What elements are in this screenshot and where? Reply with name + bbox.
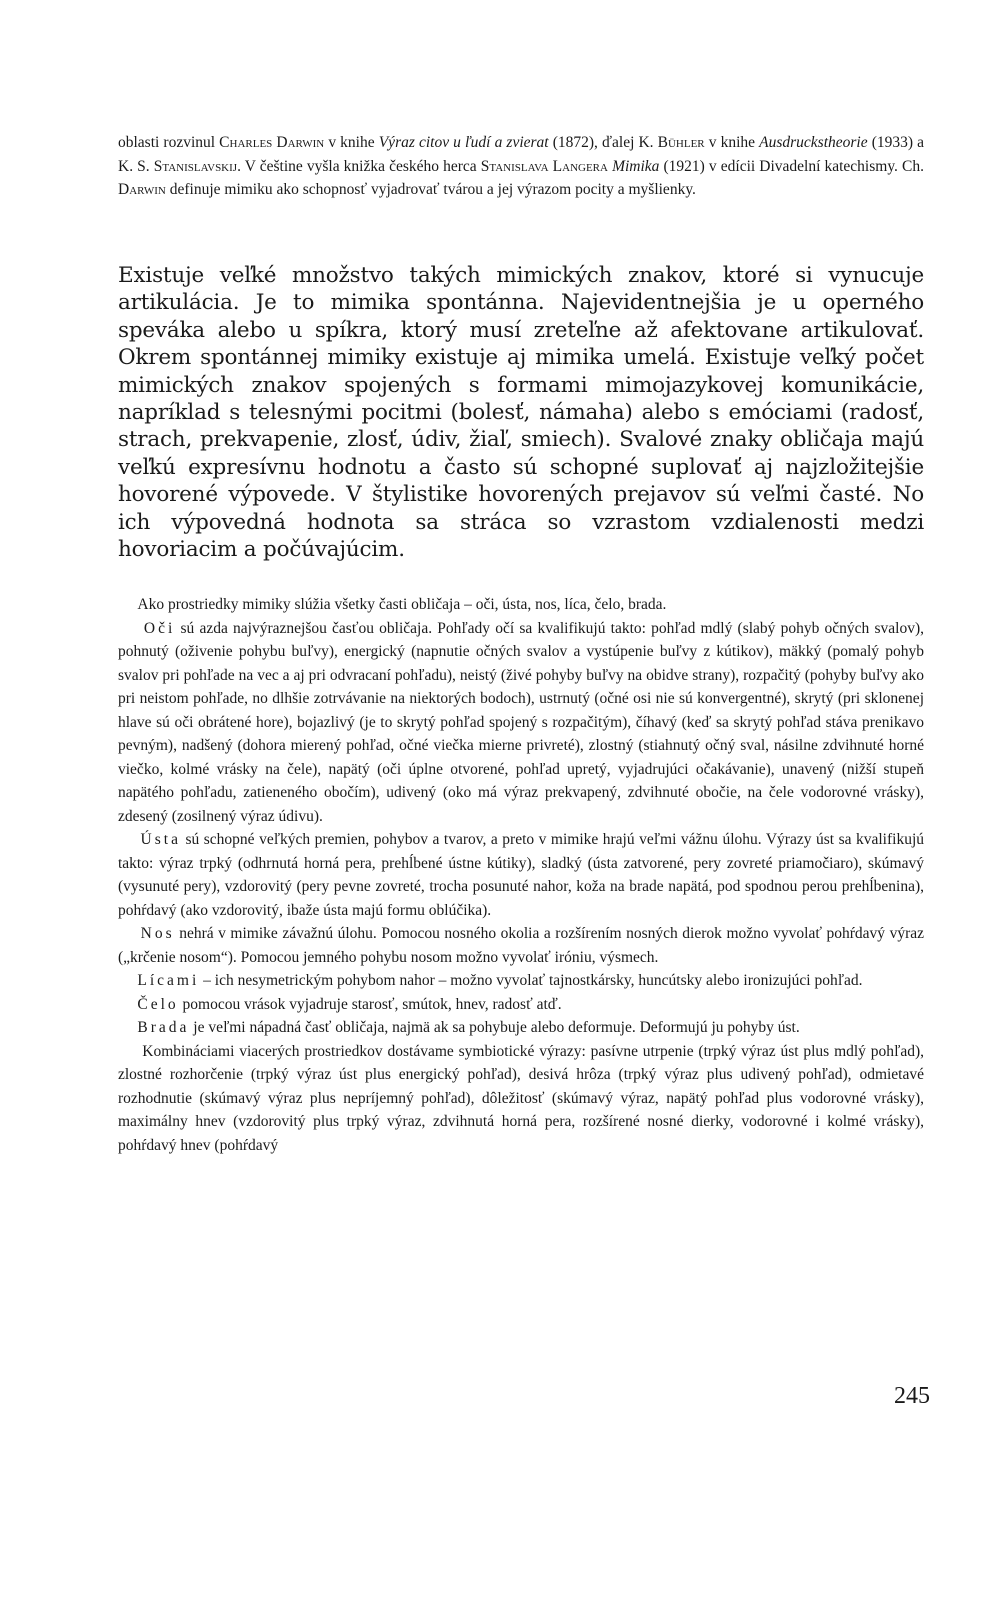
intro-text: (1921) v edícii Divadelní katechismy. Ch. (659, 157, 924, 175)
author-name: Charles Darwin (219, 134, 325, 151)
intro-text: (1872), ďalej K. (548, 134, 658, 151)
intro-paragraph (118, 131, 924, 202)
paragraph-text: sú schopné veľkých premien, pohybov a tvarov, a preto v mimike hrajú veľmi vážnu úlohu. Výrazy úst sa kvalifikujú takto: výraz trpký (odhrnutá horná pera, prehĺbené ústne kútiky), sladký (ústa zatvorené, pery zovreté priamočiaro), skúmavý (vysunuté pery), vzdorovitý (pery pevne zovreté, trocha posunuté nahor, koža na brade napätá, pod spodnou perou prehĺbenina), pohŕdavý (ako vzdorovitý, ibaže ústa majú formu oblúčika). (118, 831, 925, 919)
book-title: Ausdruckstheorie (759, 134, 868, 151)
paragraph-text: Ako prostriedky mimiky slúžia všetky časti obličaja – oči, ústa, nos, líca, čelo, brada. (137, 596, 667, 613)
author-name: Stanislava Langera (480, 157, 608, 175)
paragraph-forehead (118, 993, 924, 1017)
paragraph-text: Kombináciami viacerých prostriedkov dostávame symbiotické výrazy: pasívne utrpenie (trpký výraz úst plus mdlý pohľad), zlostné rozhorčenie (trpký výraz úst plus energický pohľad), desivá hrôza (trpký výraz plus udivený pohľad), odmietavé rozhodnutie (skúmavý výraz plus nepríjemný pohľad), dôležitosť (skúmavý výraz, napätý pohľad plus vodorovné vrásky), maximálny hnev (vzdorovitý plus trpký výraz, zdvihnutá horná pera, rozšírené nosné dierky, vodorovné i kolmé vrásky), pohŕdavý hnev (pohŕdavý (118, 1042, 924, 1154)
paragraph-cheeks (118, 969, 924, 993)
paragraph-lead-word: Brada (137, 1019, 190, 1036)
paragraph-mouth (118, 828, 924, 922)
book-title: Výraz citov u ľudí a zvierat (378, 134, 549, 151)
author-name: Darwin (118, 181, 166, 198)
paragraph-combinations (118, 1040, 924, 1158)
intro-text: v knihe (324, 134, 379, 151)
paragraph-eyes (118, 617, 924, 829)
page-number: 245 (894, 1383, 930, 1409)
paragraph-text: je veľmi nápadná časť obličaja, najmä ak sa pohybuje alebo deformuje. Deformujú ju pohyby úst. (189, 1019, 800, 1036)
intro-text: (1933) a K. S. (118, 134, 924, 175)
paragraph-chin (118, 1016, 924, 1040)
paragraph-text: – ich nesymetrickým pohybom nahor – možno vyvolať tajnostkársky, huncútsky alebo ironizujúci pohľad. (199, 972, 863, 989)
author-name: Stanislavskij (153, 157, 238, 175)
paragraph-lead-word: Nos (140, 925, 175, 942)
intro-text: v knihe (704, 134, 760, 151)
paragraph-lead-word: Ústa (140, 831, 181, 848)
paragraph-lead-word: Lícami (137, 972, 200, 989)
paragraph-text: nehrá v mimike závažnú úlohu. Pomocou nosného okolia a rozšírením nosných dierok možno vyvolať pohŕdavý výraz („krčenie nosom“). Pomocou jemného pohybu nosom možno vyvolať iróniu, výsmech. (118, 925, 924, 966)
main-paragraph: Existuje veľké množstvo takých mimických znakov, ktoré si vynucuje artikulácia. Je to mimika spontánna. Najevidentnejšia je u operného speváka alebo u spíkra, ktorý musí zreteľne až afektovane artikulovať. Okrem spontánnej mimiky existuje aj mimika umelá. Existuje veľký počet mimických znakov spojených s formami mimojazykovej komunikácie, napríklad s telesnými pocitmi (bolesť, námaha) alebo s emóciami (radosť, strach, prekvapenie, zlosť, údiv, žiaľ, smiech). Svalové znaky obličaja majú veľkú expresívnu hodnotu a často sú schopné suplovať aj najzložitejšie hovorené výpovede. V štylistike hovorených prejavov sú veľmi časté. No ich výpovedná hodnota sa stráca so vzrastom vzdialenosti medzi hovoriacim a počúvajúcim. (118, 263, 924, 563)
paragraph-nose (118, 922, 924, 969)
book-title: Mimika (612, 157, 660, 175)
paragraph-lead-word: Oči (143, 619, 176, 637)
intro-text: definuje mimiku ako schopnosť vyjadrovať tvárou a jej výrazom pocity a myšlienky. (165, 181, 696, 198)
intro-text: oblasti rozvinul (118, 134, 220, 151)
paragraph-lead-word: Čelo (137, 995, 179, 1013)
intro-text: . V češtine vyšla knižka českého herca (237, 157, 481, 175)
author-name: Bühler (657, 134, 705, 151)
paragraph-text: sú azda najvýraznejšou časťou obličaja. Pohľady očí sa kvalifikujú takto: pohľad mdlý (slabý pohyb očných svalov), pohnutý (oživenie pohybu buľvy), energický (napnutie očných svalov a vystúpenie buľvy z kútikov), mäkký (pomalý pohyb svalov pri pohľade na vec a aj pri odvracaní pohľadu), neistý (živé pohyby buľvy na obidve strany), rozpačitý (pohyby buľvy ako pri neistom pohľade, no dlhšie zotrvávanie na niektorých bodoch), ustrnutý (očné osi nie sú konvergentné), skrytý (pri sklonenej hlave sú oči obrátené hore), bojazlivý (je to skrytý pohľad spojený s rozpačitým), číhavý (keď sa skrytý pohľad stáva prenikavo pevným), nadšený (dohora mierený pohľad, očné viečka mierne privreté), zlostný (stiahnutý očný sval, násilne zdvihnuté horné viečko, kolmé vrásky na čele), napätý (oči úplne otvorené, pohľad upretý, vyjadrujúci očakávanie), unavený (nižší stupeň napätého pohľadu, zatieneného obočím), udivený (oko má výraz prekvapený, zdvihnuté obočie, na čele vodorovné vrásky), zdesený (zosilnený výraz údivu). (118, 619, 924, 825)
paragraph-intro (118, 593, 924, 617)
mimicry-details (118, 593, 924, 1157)
paragraph-text: pomocou vrások vyjadruje starosť, smútok, hnev, radosť atď. (178, 995, 562, 1013)
